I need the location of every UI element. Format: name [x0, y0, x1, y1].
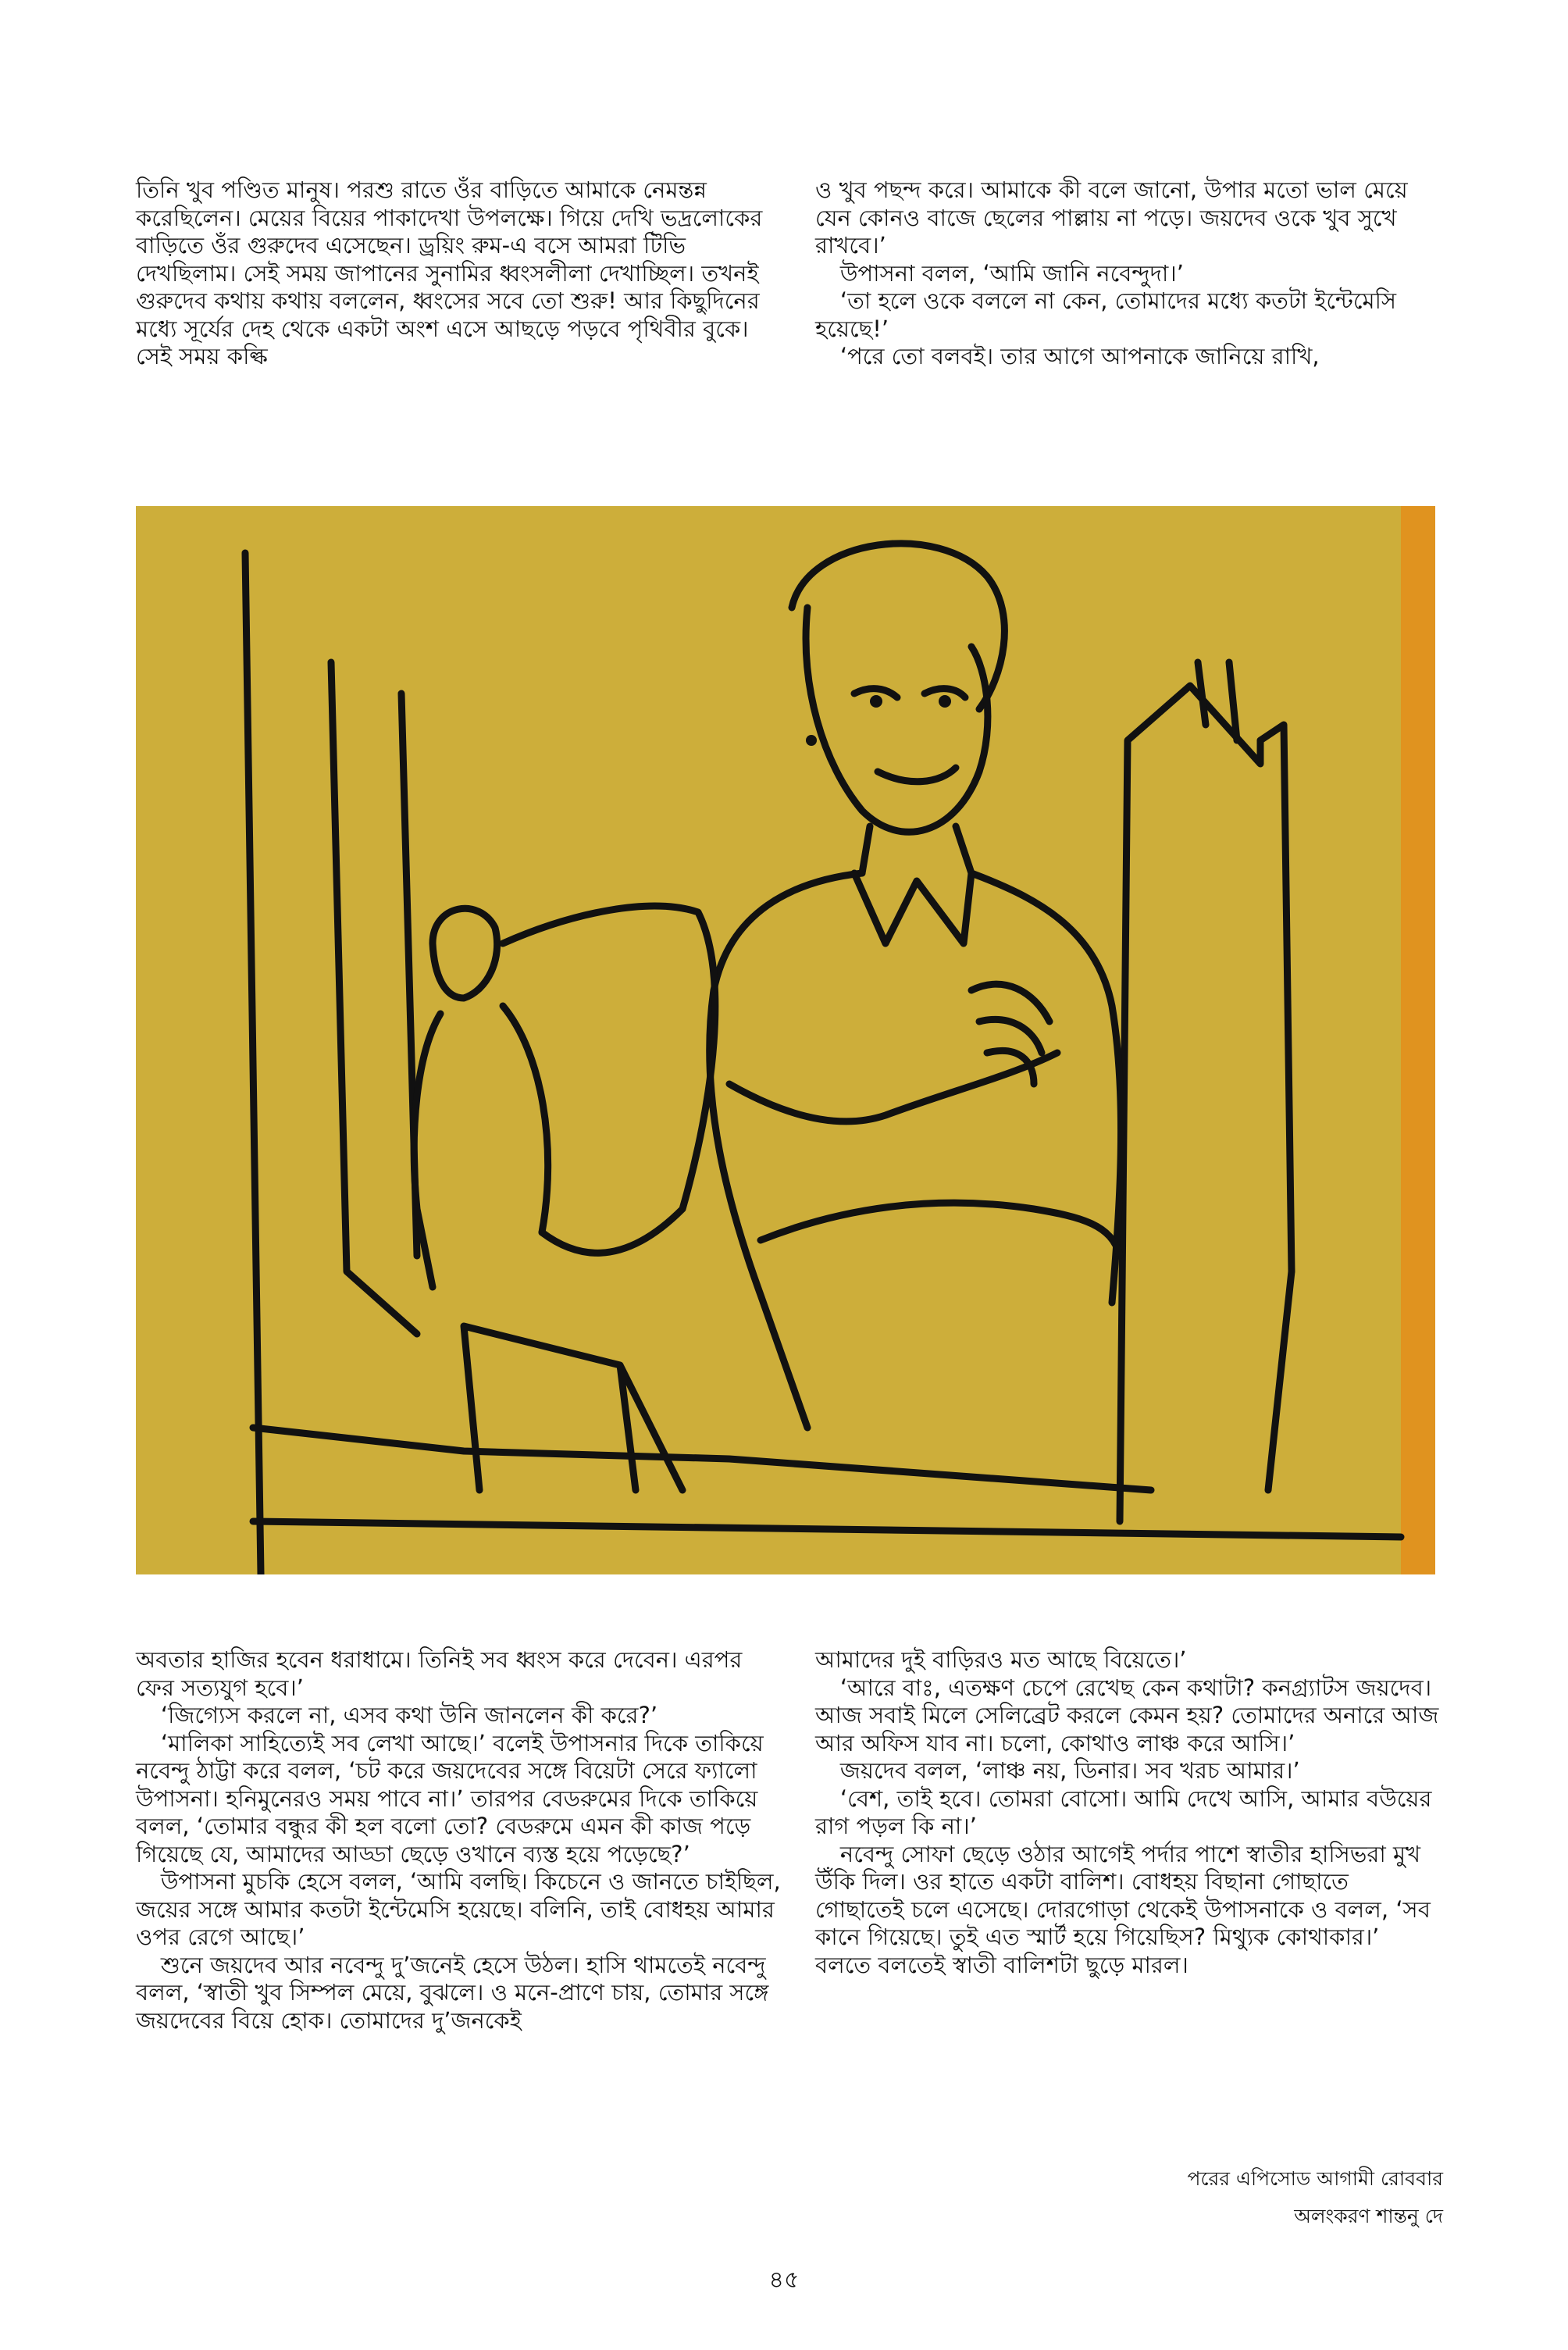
- paragraph: ‘জিগ্যেস করলে না, এসব কথা উনি জানলেন কী করে?’: [160, 1702, 658, 1728]
- paragraph: ‘বেশ, তাই হবে। তোমরা বোসো। আমি দেখে আসি, আমার বউয়ের রাগ পড়ল কি না।’: [815, 1785, 1432, 1839]
- story-illustration: [136, 506, 1435, 1574]
- paragraph: ‘তা হলে ওকে বললে না কেন, তোমাদের মধ্যে কতটা ইন্টেমেসি হয়েছে!’: [815, 287, 1397, 342]
- paragraph: উপাসনা মুচকি হেসে বলল, ‘আমি বলছি। কিচেনে ও জানতে চাইছিল, জয়ের সঙ্গে আমার কতটা ইন্টেমেসি হয়েছে। বলিনি, তাই বোধহয় আমার ওপর রেগে আছে।’: [136, 1868, 781, 1950]
- text-column-top-left: [136, 177, 784, 371]
- paragraph: অবতার হাজির হবেন ধরাধামে। তিনিই সব ধ্বংস করে দেবেন। এরপর ফের সত্যযুগ হবে।’: [136, 1646, 743, 1701]
- text-column-bottom-left: [136, 1646, 784, 2034]
- next-episode-note: পরের এপিসোড আগামী রোববার: [1187, 2167, 1443, 2190]
- paragraph: আমাদের দুই বাড়িরও মত আছে বিয়েতে।’: [815, 1646, 1187, 1673]
- illustrator-credit: অলংকরণ শান্তনু দে: [1294, 2205, 1443, 2227]
- paragraph: ‘আরে বাঃ, এতক্ষণ চেপে রেখেছ কেন কথাটা? কনগ্র্যাটস জয়দেব। আজ সবাই মিলে সেলিব্রেট করলে কেমন হয়? তোমাদের অনারে আজ আর অফিস যাব না। চলো, কোথাও লাঞ্চ করে আসি।’: [815, 1674, 1439, 1756]
- woman-eye-pupil: [939, 695, 951, 708]
- paragraph: তিনি খুব পণ্ডিত মানুষ। পরশু রাতে ওঁর বাড়িতে আমাকে নেমন্তন্ন করেছিলেন। মেয়ের বিয়ের পাকাদেখা উপলক্ষে। গিয়ে দেখি ভদ্রলোকের বাড়িতে ওঁর গুরুদেব এসেছেন। ড্রয়িং রুম-এ বসে আমরা টিভি দেখছিলাম। সেই সময় জাপানের সুনামির ধ্বংসলীলা দেখাচ্ছিল। তখনই গুরুদেব কথায় কথায় বললেন, ধ্বংসের সবে তো শুরু! আর কিছুদিনের মধ্যে সূর্যের দেহ থেকে একটা অংশ এসে আছড়ে পড়বে পৃথিবীর বুকে। সেই সময় কল্কি: [136, 177, 763, 369]
- paragraph: ‘মালিকা সাহিত্যেই সব লেখা আছে।’ বলেই উপাসনার দিকে তাকিয়ে নবেন্দু ঠাট্টা করে বলল, ‘চট করে জয়দেবের সঙ্গে বিয়েটা সেরে ফ্যালো উপাসনা। হনিমুনেরও সময় পাবে না।’ তারপর বেডরুমের দিকে তাকিয়ে বলল, ‘তোমার বন্ধুর কী হল বলো তো? বেডরুমে এমন কী কাজ পড়ে গিয়েছে যে, আমাদের আড্ডা ছেড়ে ওখানে ব্যস্ত হয়ে পড়েছে?’: [136, 1729, 764, 1867]
- woman-eye-pupil: [870, 695, 882, 708]
- text-column-top-right: [815, 177, 1440, 371]
- paragraph: শুনে জয়দেব আর নবেন্দু দু’জনেই হেসে উঠল। হাসি থামতেই নবেন্দু বলল, ‘স্বাতী খুব সিম্পল মেয়ে, বুঝলে। ও মনে-প্রাণে চায়, তোমার সঙ্গে জয়দেবের বিয়ে হোক। তোমাদের দু’জনকেই: [136, 1951, 769, 2034]
- page-number: ৪৫: [768, 2266, 800, 2294]
- text-column-bottom-right: [815, 1646, 1440, 1979]
- paragraph: ‘পরে তো বলবই। তার আগে আপনাকে জানিয়ে রাখি,: [839, 343, 1320, 369]
- illustration-side-stripe: [1401, 506, 1435, 1574]
- woman-earring: [806, 735, 817, 746]
- paragraph: নবেন্দু সোফা ছেড়ে ওঠার আগেই পর্দার পাশে স্বাতীর হাসিভরা মুখ উঁকি দিল। ওর হাতে একটা বালিশ। বোধহয় বিছানা গোছাতে গোছাতেই চলে এসেছে। দোরগোড়া থেকেই উপাসনাকে ও বলল, ‘সব কানে গিয়েছে। তুই এত স্মার্ট হয়ে গিয়েছিস? মিথ্যুক কোথাকার।’ বলতে বলতেই স্বাতী বালিশটা ছুড়ে মারল।: [815, 1840, 1431, 1978]
- paragraph: ও খুব পছন্দ করে। আমাকে কী বলে জানো, উপার মতো ভাল মেয়ে যেন কোনও বাজে ছেলের পাল্লায় না পড়ে। জয়দেব ওকে খুব সুখে রাখবে।’: [815, 177, 1408, 259]
- paragraph: জয়দেব বলল, ‘লাঞ্চ নয়, ডিনার। সব খরচ আমার।’: [839, 1757, 1300, 1784]
- paragraph: উপাসনা বলল, ‘আমি জানি নবেন্দুদা।’: [839, 259, 1184, 287]
